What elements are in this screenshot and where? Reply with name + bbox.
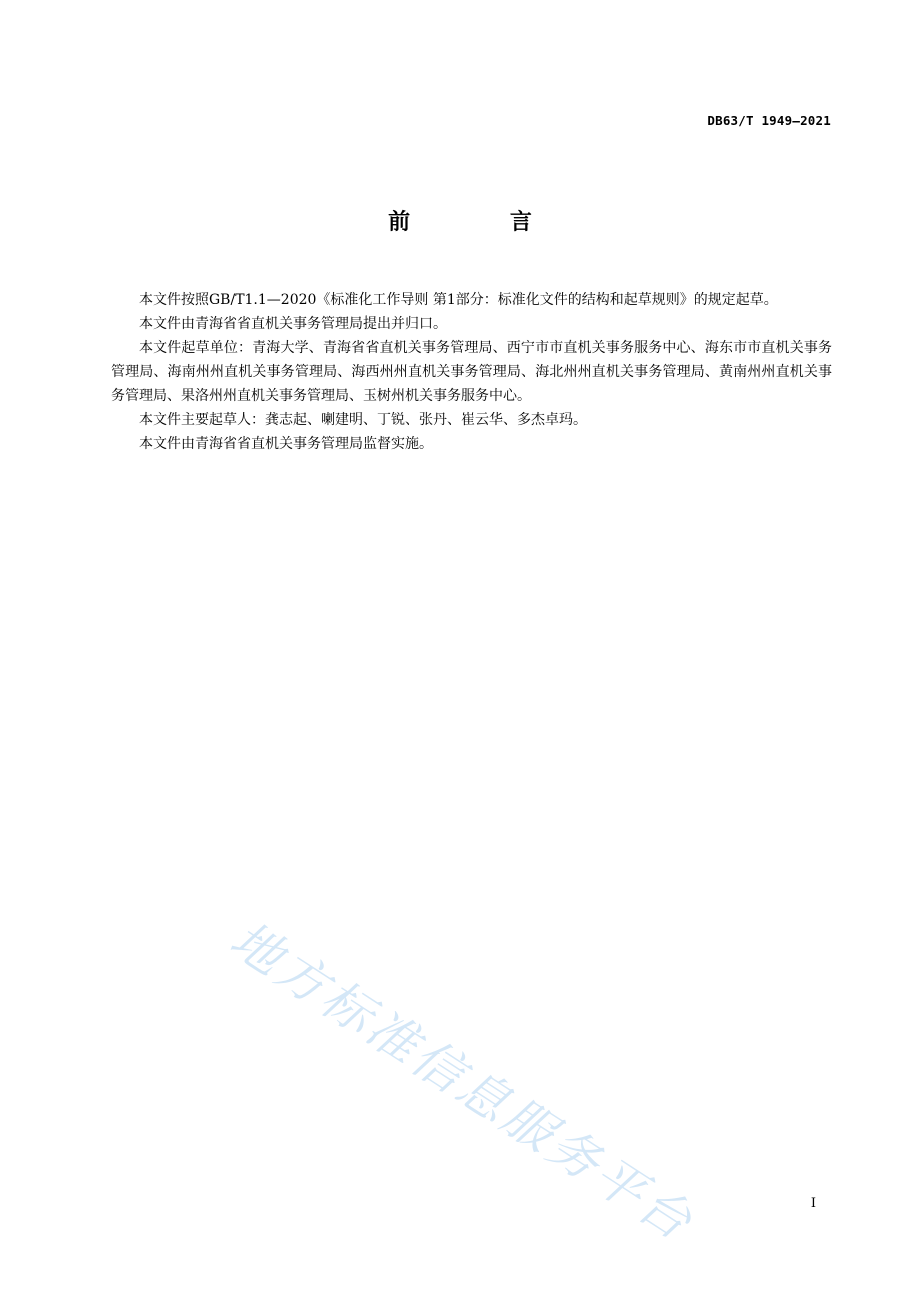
foreword-body [111, 288, 832, 456]
watermark: 地方标准信息服务平台 [220, 910, 705, 1253]
paragraph-drafting-units: 本文件起草单位：青海大学、青海省省直机关事务管理局、西宁市市直机关事务服务中心、海东市市直机关事务管理局、海南州州直机关事务管理局、海西州州直机关事务管理局、海北州州直机关事务管理局、黄南州州直机关事务管理局、果洛州州直机关事务管理局、玉树州机关事务服务中心。 [111, 340, 832, 404]
page-title: 前 言 [388, 210, 578, 235]
document-code: DB63/T 1949—2021 [707, 113, 831, 128]
paragraph-proposer: 本文件由青海省省直机关事务管理局提出并归口。 [139, 316, 447, 332]
paragraph-drafting-basis: 本文件按照GB/T1.1—2020《标准化工作导则 第1部分：标准化文件的结构和起草规则》的规定起草。 [139, 292, 778, 308]
paragraph-drafters: 本文件主要起草人：龚志起、喇建明、丁锐、张丹、崔云华、多杰卓玛。 [139, 412, 587, 428]
paragraph-supervision: 本文件由青海省省直机关事务管理局监督实施。 [139, 436, 433, 452]
page-number: I [810, 1196, 816, 1211]
